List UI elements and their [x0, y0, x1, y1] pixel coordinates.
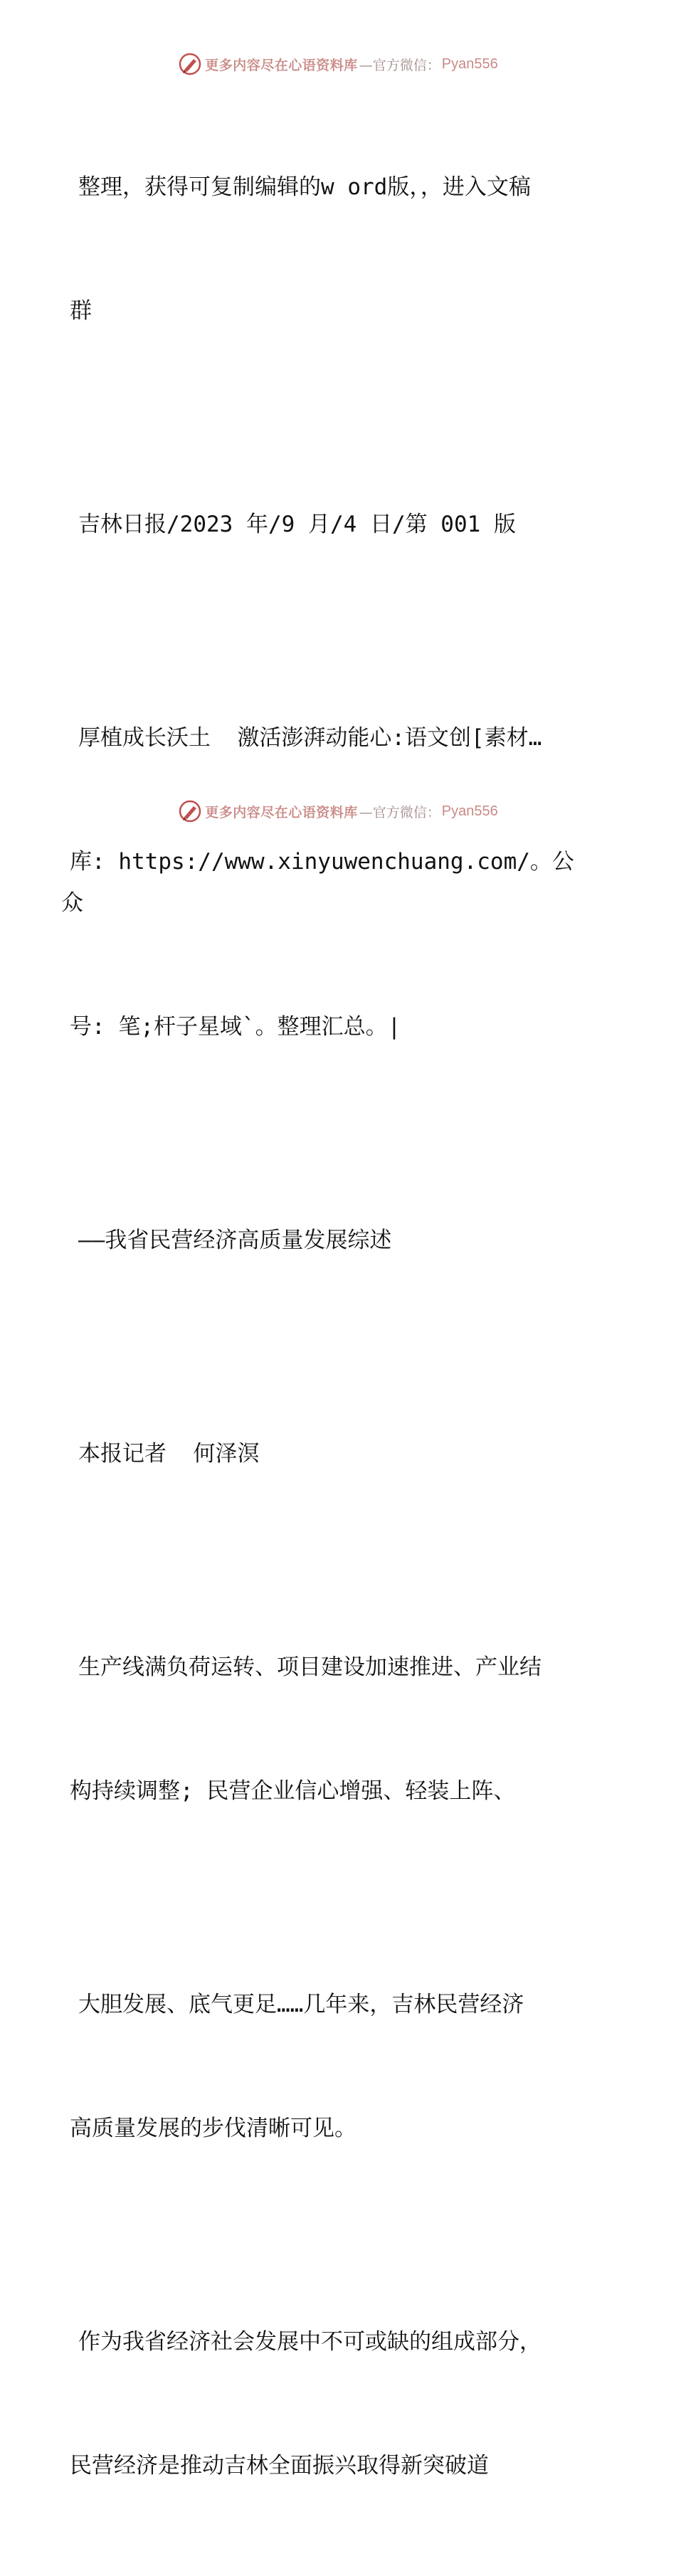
paragraph — [70, 1351, 593, 1557]
paragraph — [70, 1137, 593, 1344]
pen-logo-icon — [178, 799, 202, 823]
text-line: 作为我省经济社会发展中不可或缺的组成部分， — [78, 2329, 542, 2355]
watermark-text: 更多内容尽在心语资料库 — [205, 804, 358, 820]
text-line: 吉林日报/2023 年/9 月/4 日/第 001 版 — [78, 512, 516, 537]
watermark-text: 更多内容尽在心语资料库 — [205, 57, 358, 73]
text-line: 群 — [70, 298, 92, 324]
text-line: ——我省民营经济高质量发展综述 — [78, 1228, 392, 1253]
text-line: 号: 笔;杆子星域`。整理汇总。| — [70, 1014, 401, 1040]
paragraph — [70, 1564, 593, 1894]
watermark-wechat-id: Pyan556 — [441, 56, 498, 72]
document-body — [61, 84, 593, 2576]
paragraph — [70, 2239, 593, 2569]
text-line: 构持续调整; 民营企业信心增强、轻装上阵、 — [70, 1778, 516, 1804]
text-line: 整理，获得可复制编辑的w ord版，，进入文稿 — [78, 174, 531, 200]
text-line: 高质量发展的步伐清晰可见。 — [70, 2116, 357, 2141]
pen-logo-icon — [178, 52, 202, 76]
paragraph — [70, 1901, 593, 2232]
footer-watermark — [0, 797, 676, 825]
watermark-wechat-id: Pyan556 — [441, 803, 498, 819]
header-watermark — [0, 50, 676, 78]
text-line: 大胆发展、底气更足……几年来，吉林民营经济 — [78, 1992, 524, 2017]
watermark-separator: —官方微信： — [359, 804, 440, 820]
text-line: 本报记者 何泽溟 — [78, 1441, 260, 1467]
paragraph — [70, 421, 593, 628]
text-line: 生产线满负荷运转、项目建设加速推进、产业结 — [78, 1654, 542, 1680]
text-line: 库: https://www.xinyuwenchuang.com/。公众 — [61, 849, 574, 916]
watermark-separator: —官方微信： — [359, 57, 440, 73]
text-line: 民营经济是推动吉林全面振兴取得新突破道 — [70, 2453, 489, 2479]
text-line: 厚植成长沃土 激活澎湃动能心:语文创[素材… — [78, 725, 542, 751]
paragraph — [70, 84, 593, 414]
paragraph — [61, 635, 593, 1130]
